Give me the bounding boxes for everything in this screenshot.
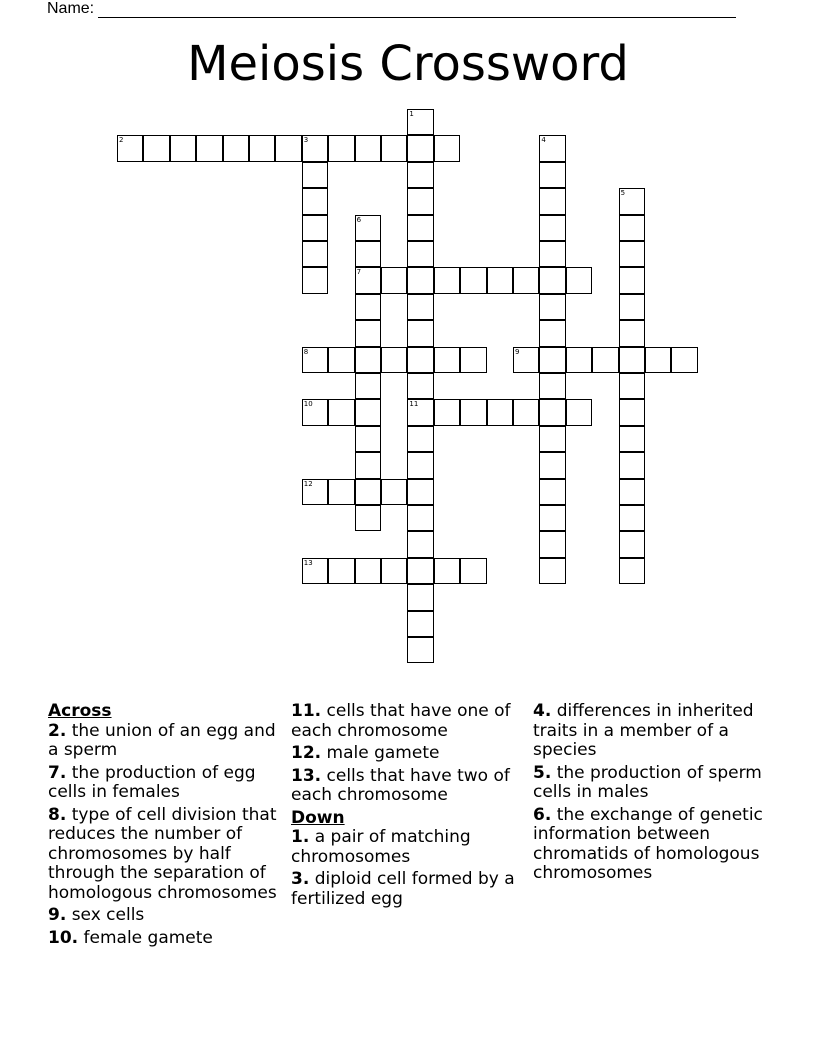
crossword-cell[interactable] <box>355 479 381 505</box>
crossword-cell[interactable] <box>381 347 407 373</box>
clue-number: 4. <box>533 701 552 721</box>
crossword-cell[interactable] <box>302 241 328 267</box>
crossword-cell[interactable] <box>592 347 618 373</box>
clue-number: 1 <box>409 110 414 118</box>
clue-text: the production of egg cells in females <box>48 762 256 802</box>
clue-number: 13. <box>291 765 322 786</box>
crossword-cell[interactable] <box>460 399 486 425</box>
clue-number: 12 <box>303 479 313 488</box>
crossword-cell[interactable] <box>249 135 275 161</box>
crossword-cell[interactable] <box>407 109 433 135</box>
crossword-cell[interactable] <box>539 215 565 241</box>
crossword-cell[interactable] <box>407 637 433 663</box>
clue-number: 7 <box>356 268 362 277</box>
crossword-cell[interactable] <box>407 241 433 267</box>
crossword-cell[interactable] <box>539 135 565 161</box>
crossword-cell[interactable] <box>328 479 354 505</box>
crossword-cell[interactable] <box>407 399 433 425</box>
clue-text: differences in inherited traits in a member of a species <box>533 701 754 760</box>
clue-number: 6 <box>356 215 362 224</box>
crossword-cell[interactable] <box>302 558 328 584</box>
crossword-cell[interactable] <box>487 399 513 425</box>
clues-column-3 <box>533 702 769 887</box>
crossword-cell[interactable] <box>355 135 381 161</box>
name-field[interactable] <box>47 0 736 18</box>
crossword-cell[interactable] <box>619 531 645 557</box>
crossword-cell[interactable] <box>539 188 565 214</box>
clue-text: the union of an egg and a sperm <box>48 720 276 760</box>
clue-text: male gamete <box>326 743 440 763</box>
clue-number: 11 <box>409 400 419 409</box>
crossword-cell[interactable] <box>223 135 249 161</box>
clue-text: the production of sperm cells in males <box>533 762 762 802</box>
clue-number: 6. <box>533 804 552 825</box>
crossword-cell[interactable] <box>566 347 592 373</box>
clue <box>533 702 769 761</box>
crossword-cell[interactable] <box>619 479 645 505</box>
crossword-cell[interactable] <box>407 162 433 188</box>
clue <box>291 870 527 909</box>
crossword-cell[interactable] <box>407 320 433 346</box>
crossword-cell[interactable] <box>434 135 460 161</box>
clue <box>291 767 527 806</box>
crossword-cell[interactable] <box>539 320 565 346</box>
crossword-cell[interactable] <box>381 135 407 161</box>
clue-number: 7. <box>48 762 67 783</box>
clues-column-2 <box>291 702 527 912</box>
across-heading: Across <box>48 701 112 721</box>
crossword-cell[interactable] <box>619 558 645 584</box>
crossword-cell[interactable] <box>407 505 433 531</box>
crossword-cell[interactable] <box>407 135 433 161</box>
crossword-cell[interactable] <box>407 479 433 505</box>
crossword-cell[interactable] <box>355 426 381 452</box>
crossword-cell[interactable] <box>407 373 433 399</box>
crossword-cell[interactable] <box>539 426 565 452</box>
clue-number: 12. <box>291 743 322 763</box>
clue-number: 1. <box>291 827 310 847</box>
crossword-cell[interactable] <box>619 267 645 293</box>
down-heading: Down <box>291 807 345 828</box>
clue-text: diploid cell formed by a fertilized egg <box>291 869 515 909</box>
crossword-cell[interactable] <box>407 584 433 610</box>
crossword-cell[interactable] <box>355 267 381 293</box>
crossword-cell[interactable] <box>381 267 407 293</box>
crossword-cell[interactable] <box>328 558 354 584</box>
crossword-cell[interactable] <box>407 531 433 557</box>
clue <box>533 806 769 884</box>
crossword-cell[interactable] <box>117 135 143 161</box>
crossword-cell[interactable] <box>539 531 565 557</box>
crossword-cell[interactable] <box>355 558 381 584</box>
clue <box>48 929 284 949</box>
crossword-cell[interactable] <box>539 267 565 293</box>
crossword-cell[interactable] <box>170 135 196 161</box>
clue <box>48 722 284 761</box>
crossword-cell[interactable] <box>539 558 565 584</box>
clue-number: 5 <box>620 189 626 198</box>
crossword-cell[interactable] <box>407 558 433 584</box>
crossword-cell[interactable] <box>434 267 460 293</box>
clue <box>48 906 284 926</box>
crossword-cell[interactable] <box>355 241 381 267</box>
clue-number: 8. <box>48 804 67 825</box>
crossword-cell[interactable] <box>302 399 328 425</box>
crossword-cell[interactable] <box>407 294 433 320</box>
crossword-cell[interactable] <box>302 135 328 161</box>
crossword-cell[interactable] <box>302 267 328 293</box>
page-title: Meiosis Crossword <box>187 36 629 92</box>
crossword-cell[interactable] <box>355 373 381 399</box>
crossword-cell[interactable] <box>407 426 433 452</box>
crossword-cell[interactable] <box>487 267 513 293</box>
crossword-cell[interactable] <box>196 135 222 161</box>
clue <box>291 702 527 741</box>
clue-number: 4 <box>541 136 546 145</box>
crossword-cell[interactable] <box>619 399 645 425</box>
crossword-cell[interactable] <box>328 399 354 425</box>
crossword-cell[interactable] <box>619 294 645 320</box>
crossword-cell[interactable] <box>513 267 539 293</box>
crossword-cell[interactable] <box>355 452 381 478</box>
crossword-cell[interactable] <box>407 611 433 637</box>
clue-number: 13 <box>303 558 313 567</box>
crossword-cell[interactable] <box>460 558 486 584</box>
clue-number: 10. <box>48 927 79 948</box>
crossword-cell[interactable] <box>302 162 328 188</box>
clue-text: female gamete <box>83 927 213 948</box>
crossword-cell[interactable] <box>513 347 539 373</box>
crossword-cell[interactable] <box>619 373 645 399</box>
clue-text: the exchange of genetic information between chromatids of homologous chromosomes <box>533 804 763 883</box>
clue-text: sex cells <box>71 905 145 925</box>
crossword-cell[interactable] <box>381 558 407 584</box>
crossword-cell[interactable] <box>619 188 645 214</box>
crossword-cell[interactable] <box>407 267 433 293</box>
crossword-cell[interactable] <box>328 347 354 373</box>
clue-number: 11. <box>291 701 322 721</box>
crossword-cell[interactable] <box>539 162 565 188</box>
clue-number: 3. <box>291 869 310 889</box>
clue-text: cells that have two of each chromosome <box>291 765 510 805</box>
crossword-cell[interactable] <box>539 373 565 399</box>
clue-number: 9 <box>515 347 520 356</box>
crossword-cell[interactable] <box>619 347 645 373</box>
crossword-cell[interactable] <box>355 215 381 241</box>
crossword-cell[interactable] <box>539 241 565 267</box>
crossword-cell[interactable] <box>143 135 169 161</box>
crossword-cell[interactable] <box>302 215 328 241</box>
clue-number: 8 <box>303 347 309 356</box>
crossword-cell[interactable] <box>434 558 460 584</box>
crossword-cell[interactable] <box>619 320 645 346</box>
crossword-cell[interactable] <box>539 452 565 478</box>
crossword-cell[interactable] <box>619 505 645 531</box>
crossword-cell[interactable] <box>539 294 565 320</box>
crossword-cell[interactable] <box>566 267 592 293</box>
crossword-cell[interactable] <box>407 215 433 241</box>
clue-number: 2 <box>119 136 124 145</box>
clue <box>533 764 769 803</box>
crossword-cell[interactable] <box>381 479 407 505</box>
crossword-cell[interactable] <box>275 135 301 161</box>
clue-text: cells that have one of each chromosome <box>291 701 511 741</box>
crossword-cell[interactable] <box>460 347 486 373</box>
crossword-cell[interactable] <box>539 399 565 425</box>
clue-number: 9. <box>48 905 67 925</box>
crossword-cell[interactable] <box>302 347 328 373</box>
crossword-cell[interactable] <box>460 267 486 293</box>
crossword-cell[interactable] <box>355 320 381 346</box>
crossword-cell[interactable] <box>513 399 539 425</box>
clue <box>48 764 284 803</box>
crossword-cell[interactable] <box>619 215 645 241</box>
crossword-cell[interactable] <box>434 399 460 425</box>
clue-number: 5. <box>533 762 552 783</box>
name-label: Name: <box>47 0 95 17</box>
clue-number: 10 <box>303 400 313 409</box>
clue-number: 3 <box>303 136 309 145</box>
name-underline[interactable] <box>98 3 736 18</box>
crossword-cell[interactable] <box>645 347 671 373</box>
crossword-cell[interactable] <box>302 479 328 505</box>
crossword-cell[interactable] <box>619 241 645 267</box>
crossword-cell[interactable] <box>328 135 354 161</box>
crossword-cell[interactable] <box>355 505 381 531</box>
clues-column-1 <box>48 702 284 951</box>
crossword-cell[interactable] <box>619 426 645 452</box>
crossword-cell[interactable] <box>566 399 592 425</box>
crossword-cell[interactable] <box>302 188 328 214</box>
crossword-cell[interactable] <box>355 399 381 425</box>
clue-text: type of cell division that reduces the number of chromosomes by half through the separation of homologous chromosomes <box>48 804 277 903</box>
crossword-cell[interactable] <box>407 452 433 478</box>
clue-text: a pair of matching chromosomes <box>291 827 471 867</box>
crossword-cell[interactable] <box>671 347 697 373</box>
crossword-cell[interactable] <box>619 452 645 478</box>
clue <box>291 744 527 764</box>
clue <box>291 828 527 867</box>
crossword-cell[interactable] <box>355 347 381 373</box>
crossword-cell[interactable] <box>407 188 433 214</box>
clue-number: 2. <box>48 720 67 741</box>
crossword-cell[interactable] <box>539 347 565 373</box>
crossword-cell[interactable] <box>539 505 565 531</box>
crossword-cell[interactable] <box>434 347 460 373</box>
crossword-cell[interactable] <box>539 479 565 505</box>
crossword-cell[interactable] <box>355 294 381 320</box>
clue <box>48 806 284 904</box>
crossword-cell[interactable] <box>407 347 433 373</box>
